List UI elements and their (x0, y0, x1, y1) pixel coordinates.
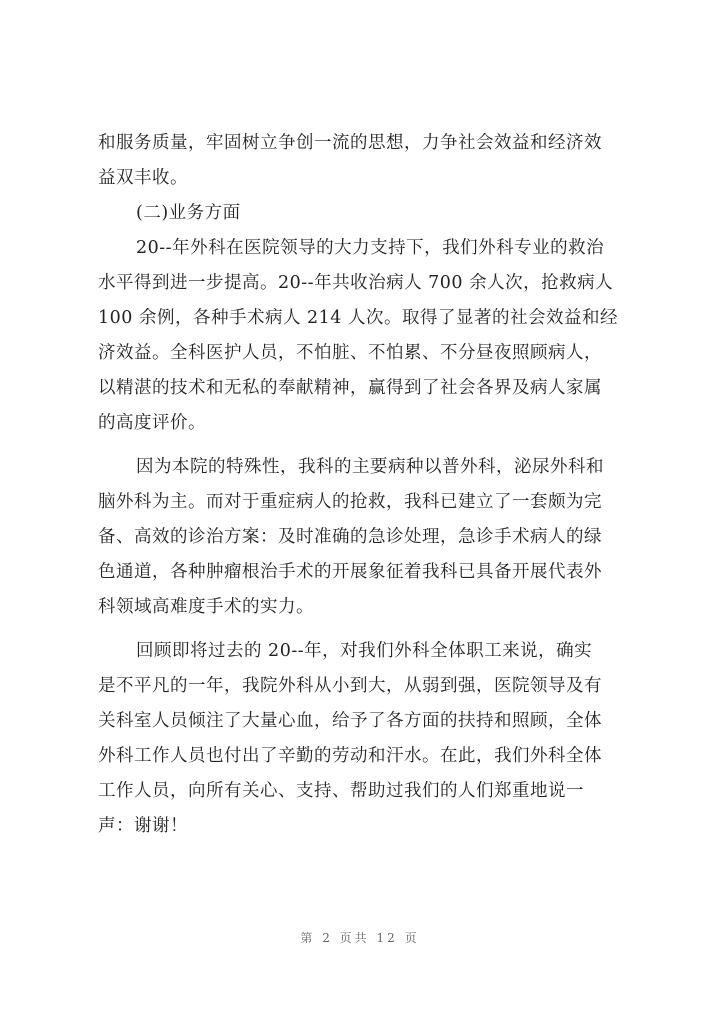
text-line: 和服务质量，牢固树立争创一流的思想，力争社会效益和经济效 (98, 133, 602, 153)
text-line: 工作人员，向所有关心、支持、帮助过我们的人们郑重地说一 (98, 781, 584, 801)
text-line: 因为本院的特殊性，我科的主要病种以普外科，泌尿外科和 (136, 457, 604, 477)
paragraph-review (98, 634, 638, 844)
text-line: 色通道，各种肿瘤根治手术的开展象征着我科已具备开展代表外 (98, 562, 602, 582)
text-line: 回顾即将过去的 20--年，对我们外科全体职工来说，确实 (136, 641, 593, 661)
text-line: 益双丰收。 (98, 168, 188, 188)
text-line: 20--年外科在医院领导的大力支持下，我们外科专业的救治 (136, 238, 605, 258)
paragraph-service-quality (98, 126, 638, 196)
paragraph-gap (98, 441, 638, 450)
section-heading-business (98, 196, 638, 231)
section-heading-text: (二)业务方面 (136, 203, 241, 223)
document-body (98, 126, 638, 844)
text-line: 脑外科为主。而对于重症病人的抢救，我科已建立了一套颇为完 (98, 492, 602, 512)
text-line: 100 余例，各种手术病人 214 人次。取得了显著的社会效益和经 (98, 308, 618, 328)
text-line: 备、高效的诊治方案：及时准确的急诊处理，急诊手术病人的绿 (98, 527, 602, 547)
text-line: 声：谢谢！ (98, 816, 188, 836)
text-line: 的高度评价。 (98, 413, 206, 433)
page-footer: 第 2 页共 12 页 (300, 931, 420, 945)
text-line: 济效益。全科医护人员，不怕脏、不怕累、不分昼夜照顾病人， (98, 343, 602, 363)
text-line: 水平得到进一步提高。20--年共收治病人 700 余人次，抢救病人 (98, 273, 614, 293)
text-line: 外科工作人员也付出了辛勤的劳动和汗水。在此，我们外科全体 (98, 746, 602, 766)
paragraph-specialties (98, 450, 638, 625)
text-line: 科领域高难度手术的实力。 (98, 597, 314, 617)
text-line: 是不平凡的一年，我院外科从小到大，从弱到强，医院领导及有 (98, 676, 602, 696)
text-line: 关科室人员倾注了大量心血，给予了各方面的扶持和照顾，全体 (98, 711, 602, 731)
text-line: 以精湛的技术和无私的奉献精神，赢得到了社会各界及病人家属 (98, 378, 602, 398)
paragraph-gap (98, 625, 638, 634)
paragraph-business-summary (98, 231, 638, 441)
